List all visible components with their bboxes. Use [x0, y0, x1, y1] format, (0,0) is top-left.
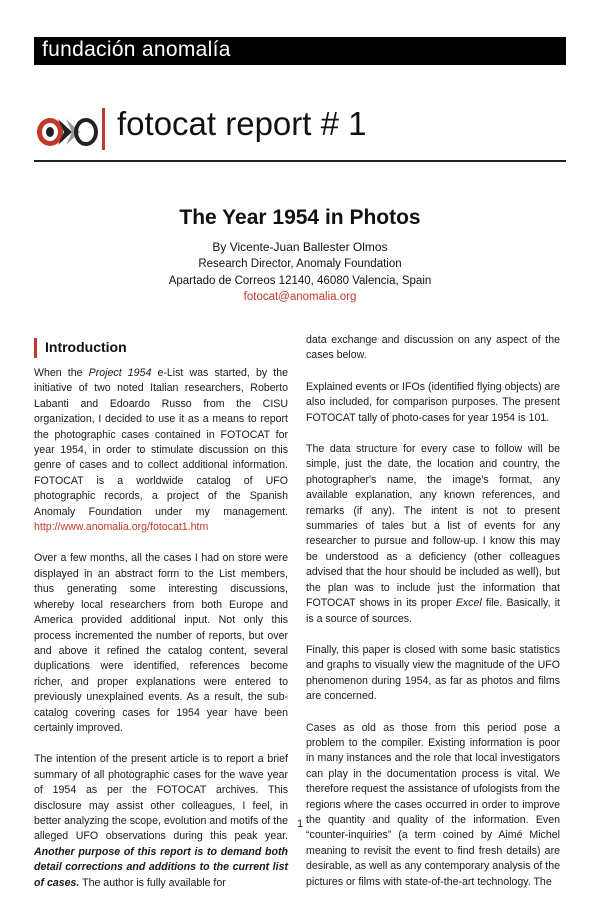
report-title: fotocat report # 1 — [117, 105, 367, 142]
banner-text: fundación anomalía — [42, 38, 231, 61]
paragraph: Over a few months, all the cases I had on store were displayed in an abstract form to the List members, thus generating some interesting discussions, whereby local researchers from both Europe and America provided additional input. Not only this process incremented the number of reports, but over and above it refined the catalog content, several duplications were identified, references become richer, and proper explanations were entered to previously unexplained events. As a result, the sub-catalog covering cases for 1954 year have been certainly improved. — [34, 552, 288, 734]
author-address: Apartado de Correos 12140, 46080 Valencia, Spain — [168, 275, 432, 287]
paper-title: The Year 1954 in Photos — [179, 206, 421, 229]
paragraph: data exchange and discussion on any aspect of the cases below. — [306, 334, 560, 362]
anomalia-logo-icon — [36, 113, 98, 151]
page-number: 1 — [296, 818, 304, 830]
paragraph: The intention of the present article is to report a brief summary of all photographic cases for the wave year of 1954 as per the FOTOCAT archives. This disclosure may assist other colleagues, I feel, in better analyzing the scope, evolution and motifs of the alleged UFO observations during this peak year. Another purpose of this report is to demand both detail corrections and additions to the current list of cases. The author is fully available for — [34, 753, 288, 889]
title-divider — [102, 108, 105, 150]
header-rule — [34, 160, 566, 162]
paragraph: The data structure for every case to follow will be simple, just the date, the location and country, the photographer's name, the image's format, any available explanation, any known references, and remarks (if any). The intent is not to present summaries of tales but a list of events for any researcher to pursue and follow-up. I know this may be understood as a deficiency (other colleagues advised that the hour should be included as well), but the plan was to include just the information that FOTOCAT shows in its proper Excel file. Basically, it is a source of sources. — [306, 443, 560, 625]
author-line: By Vicente-Juan Ballester Olmos — [212, 240, 388, 254]
section-heading-text: Introduction — [45, 339, 127, 355]
paragraph: Cases as old as those from this period pose a problem to the compiler. Existing information is poor in many instances and the role that local investigators can play in the documentation process is vital. We therefore request the assistance of ufologists from the regions where the cases occurred in order to improve the quantity and quality of the information. Even “counter-inquiries” (a term coined by Aimé Michel meaning to revisit the event to find fresh details) are desirable, as well as any contemporary analysis of the pictures or films with state-of-the-art technology. The — [306, 721, 560, 888]
section-heading-bar — [34, 338, 37, 358]
header-banner — [34, 37, 566, 65]
paragraph: Explained events or IFOs (identified flying objects) are also included, for comparison purposes. The present FOTOCAT tally of photo-cases for year 1954 is 101. — [306, 380, 560, 424]
author-email-link[interactable]: fotocat@anomalia.org — [243, 291, 357, 303]
paragraph: Finally, this paper is closed with some basic statistics and graphs to visually view the magnitude of the UFO phenomenon during 1954, as far as photos and films are concerned. — [306, 643, 560, 703]
fotocat-link[interactable]: http://www.anomalia.org/fotocat1.htm — [34, 521, 209, 534]
author-role: Research Director, Anomaly Foundation — [198, 258, 402, 270]
paragraph: When the Project 1954 e-List was started, by the initiative of two noted Italian researchers, Roberto Labanti and Edoardo Russo from the CISU organization, I decided to use it as a means to report the photographic cases contained in FOTOCAT for year 1954, in order to stimulate discussion on this genre of cases and to collect additional information. FOTOCAT is a worldwide catalog of UFO photographic records, a project of the Spanish Anomaly Foundation under my management. http://www.anomalia.org/fotocat1.htm — [34, 367, 288, 534]
